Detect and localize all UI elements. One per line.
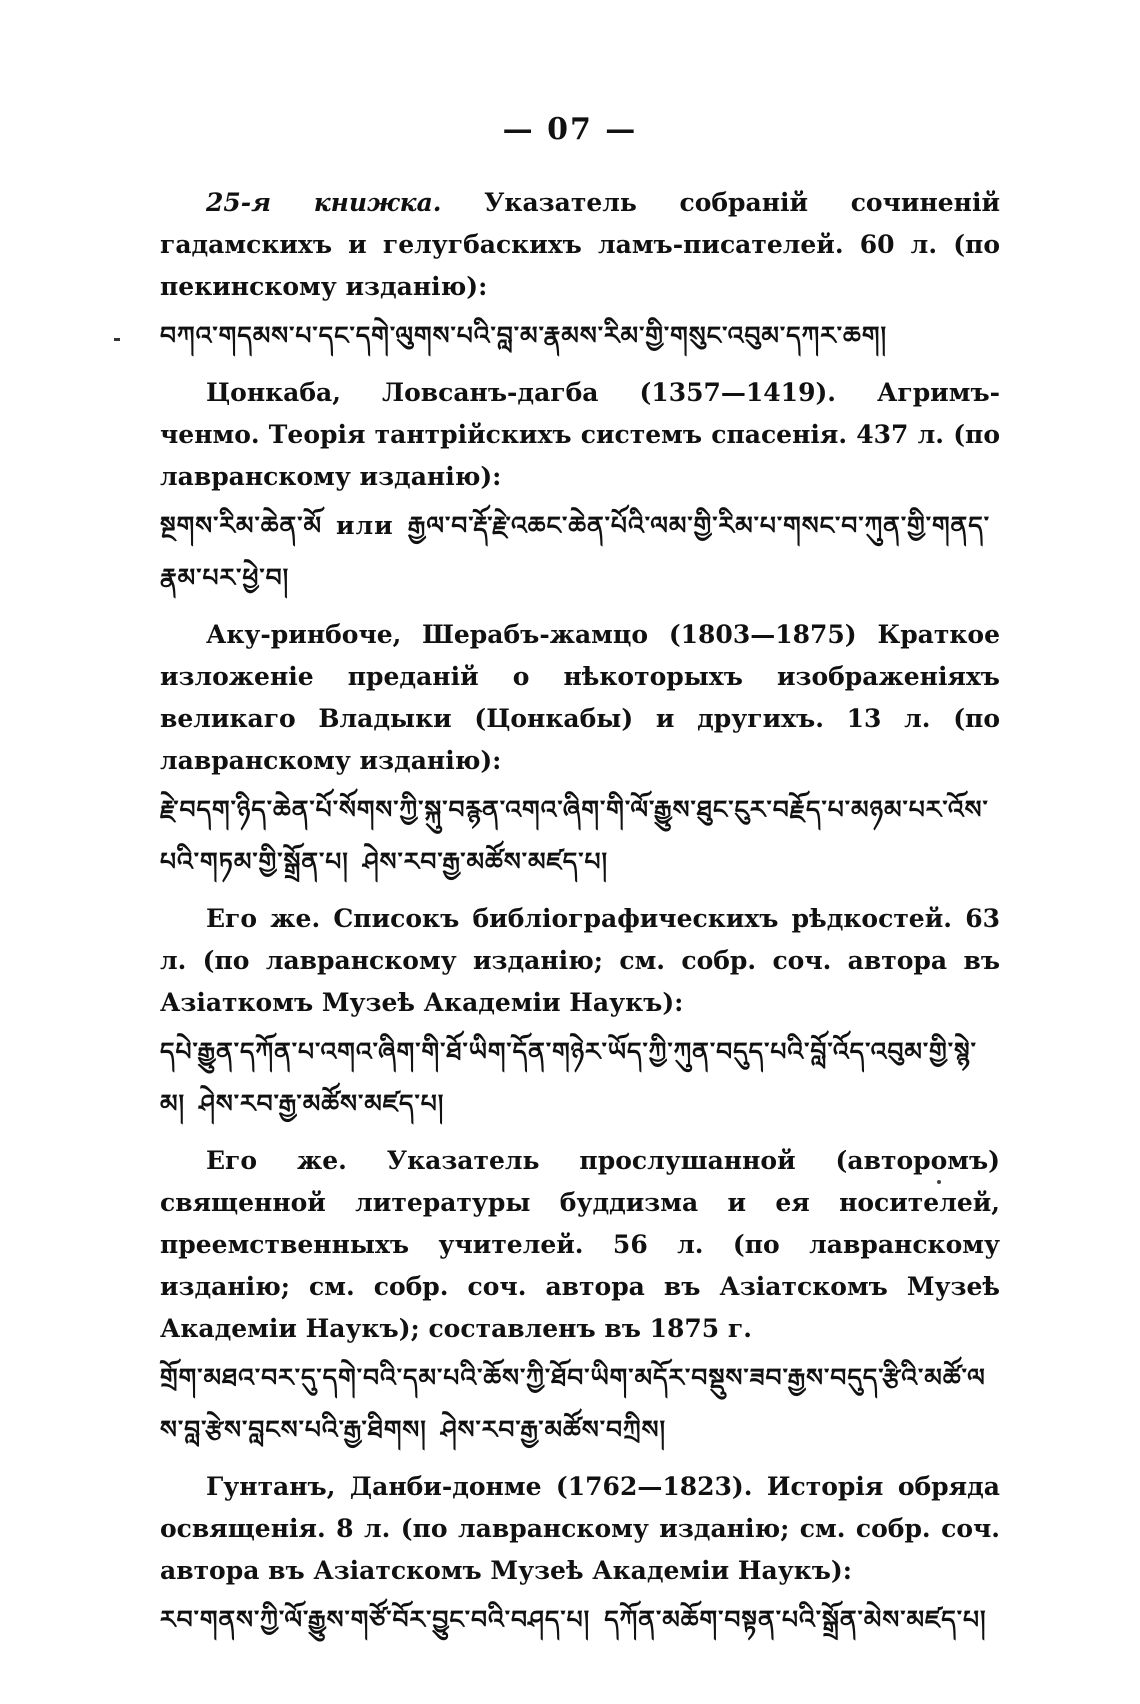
entry-text: Цонкаба, Ловсанъ-дагба (1357—1419). Агримъ-ченмо. Теорія тантрійскихъ системъ спасенія. 437 л. (по лавранскому изданію): — [160, 378, 1000, 491]
tibetan-text: སྔགས་རིམ་ཆེན་མོ — [160, 511, 323, 540]
tibetan-title — [160, 500, 1000, 604]
entry — [160, 182, 1000, 362]
entry-text: Его же. Указатель прослушанной (авторомъ) священной литературы буддизма и ея носителей, преемственныхъ учителей. 56 л. (по лавранскому изданію; см. собр. соч. автора въ Азіатскомъ Музеѣ Академіи Наукъ); составленъ въ 1875 г. — [160, 1146, 1000, 1343]
entry-description — [160, 1466, 1000, 1592]
entry — [160, 1140, 1000, 1456]
entry-description — [160, 182, 1000, 308]
entry — [160, 898, 1000, 1130]
entry-text: Его же. Списокъ библіографическихъ рѣдкостей. 63 л. (по лавранскому изданію; см. собр. соч. автора въ Азіаткомъ Музеѣ Академіи Наукъ): — [160, 904, 1000, 1017]
entry-description — [160, 372, 1000, 498]
entry — [160, 372, 1000, 604]
entry-description — [160, 614, 1000, 782]
tibetan-author: ཤེས་རབ་རྒྱ་མཚོས་མཛད་པ། — [362, 847, 609, 876]
tibetan-text: རྒྱལ་བ་རྡོ་རྗེ་འཆང་ཆེན་པོའི་ལམ་གྱི་རིམ་པ་གསང་བ་ཀུན་གྱི་གནད་རྣམ་པར་ཕྱེ་བ། — [160, 511, 990, 592]
tibetan-title — [160, 1594, 1000, 1646]
entry-text: Аку-ринбоче, Шерабъ-жамцо (1803—1875) Краткое изложеніе преданій о нѣкоторыхъ изображеніяхъ великаго Владыки (Цонкабы) и другихъ. 13 л. (по лавранскому изданію): — [160, 620, 1000, 775]
entry-lead: 25-я книжка. — [206, 188, 442, 217]
tibetan-title — [160, 784, 1000, 888]
tibetan-text: བཀའ་གདམས་པ་དང་དགེ་ལུགས་པའི་བླ་མ་རྣམས་རིམ་གྱི་གསུང་འབུམ་དཀར་ཆག། — [160, 321, 888, 350]
tibetan-text: རྗེ་བདག་ཉིད་ཆེན་པོ་སོགས་ཀྱི་སྐུ་བརྙན་འགའ་ཞིག་གི་ལོ་རྒྱུས་ཐུང་ངུར་བརྗོད་པ་མཉམ་པར་འོས་པའི་གཏམ་གྱི་སྒྲོན་པ། — [160, 795, 989, 876]
print-speck — [114, 338, 120, 341]
tibetan-title — [160, 310, 1000, 362]
tibetan-text: རབ་གནས་ཀྱི་ལོ་རྒྱུས་གཙོ་བོར་བྱུང་བའི་བཤད་པ། — [160, 1605, 591, 1634]
entry-description — [160, 898, 1000, 1024]
tibetan-title — [160, 1026, 1000, 1130]
tibetan-author: ཤེས་རབ་རྒྱ་མཚོས་བཀྲིས། — [440, 1415, 667, 1444]
bibliography-entries — [160, 182, 1000, 1656]
tibetan-author: ཤེས་རབ་རྒྱ་མཚོས་མཛད་པ། — [199, 1089, 445, 1118]
entry — [160, 1466, 1000, 1646]
page-number: — 07 — — [502, 112, 638, 147]
entry — [160, 614, 1000, 888]
entry-text: Гунтанъ, Данби-донме (1762—1823). Исторія обряда освященія. 8 л. (по лавранскому изданію; см. собр. соч. автора въ Азіатскомъ Музеѣ Академіи Наукъ): — [160, 1472, 1000, 1585]
tibetan-text: གྲོག་མཐའ་བར་དུ་དགེ་བའི་དམ་པའི་ཆོས་ཀྱི་ཐོབ་ཡིག་མདོར་བསྡུས་ཟབ་རྒྱས་བདུད་རྩིའི་མཚོ་ལས་བླ་རྩེས་བླངས་པའི་རྒྱ་ཐིགས། — [160, 1363, 986, 1444]
entry-text: Указатель собраній сочиненій гадамскихъ и гелугбаскихъ ламъ-писателей. 60 л. (по пекинскому изданію): — [160, 188, 1000, 301]
tibetan-author: དཀོན་མཆོག་བསྟན་པའི་སྒྲོན་མེས་མཛད་པ། — [604, 1605, 987, 1634]
or-word: или — [336, 511, 394, 540]
tibetan-title — [160, 1352, 1000, 1456]
entry-description — [160, 1140, 1000, 1350]
tibetan-text: དཔེ་རྒྱུན་དཀོན་པ་འགའ་ཞིག་གི་ཐོ་ཡིག་དོན་གཉེར་ཡོད་ཀྱི་ཀུན་བདུད་པའི་བློ་འོད་འབུམ་གྱི་སྙེ་མ། — [160, 1037, 977, 1118]
